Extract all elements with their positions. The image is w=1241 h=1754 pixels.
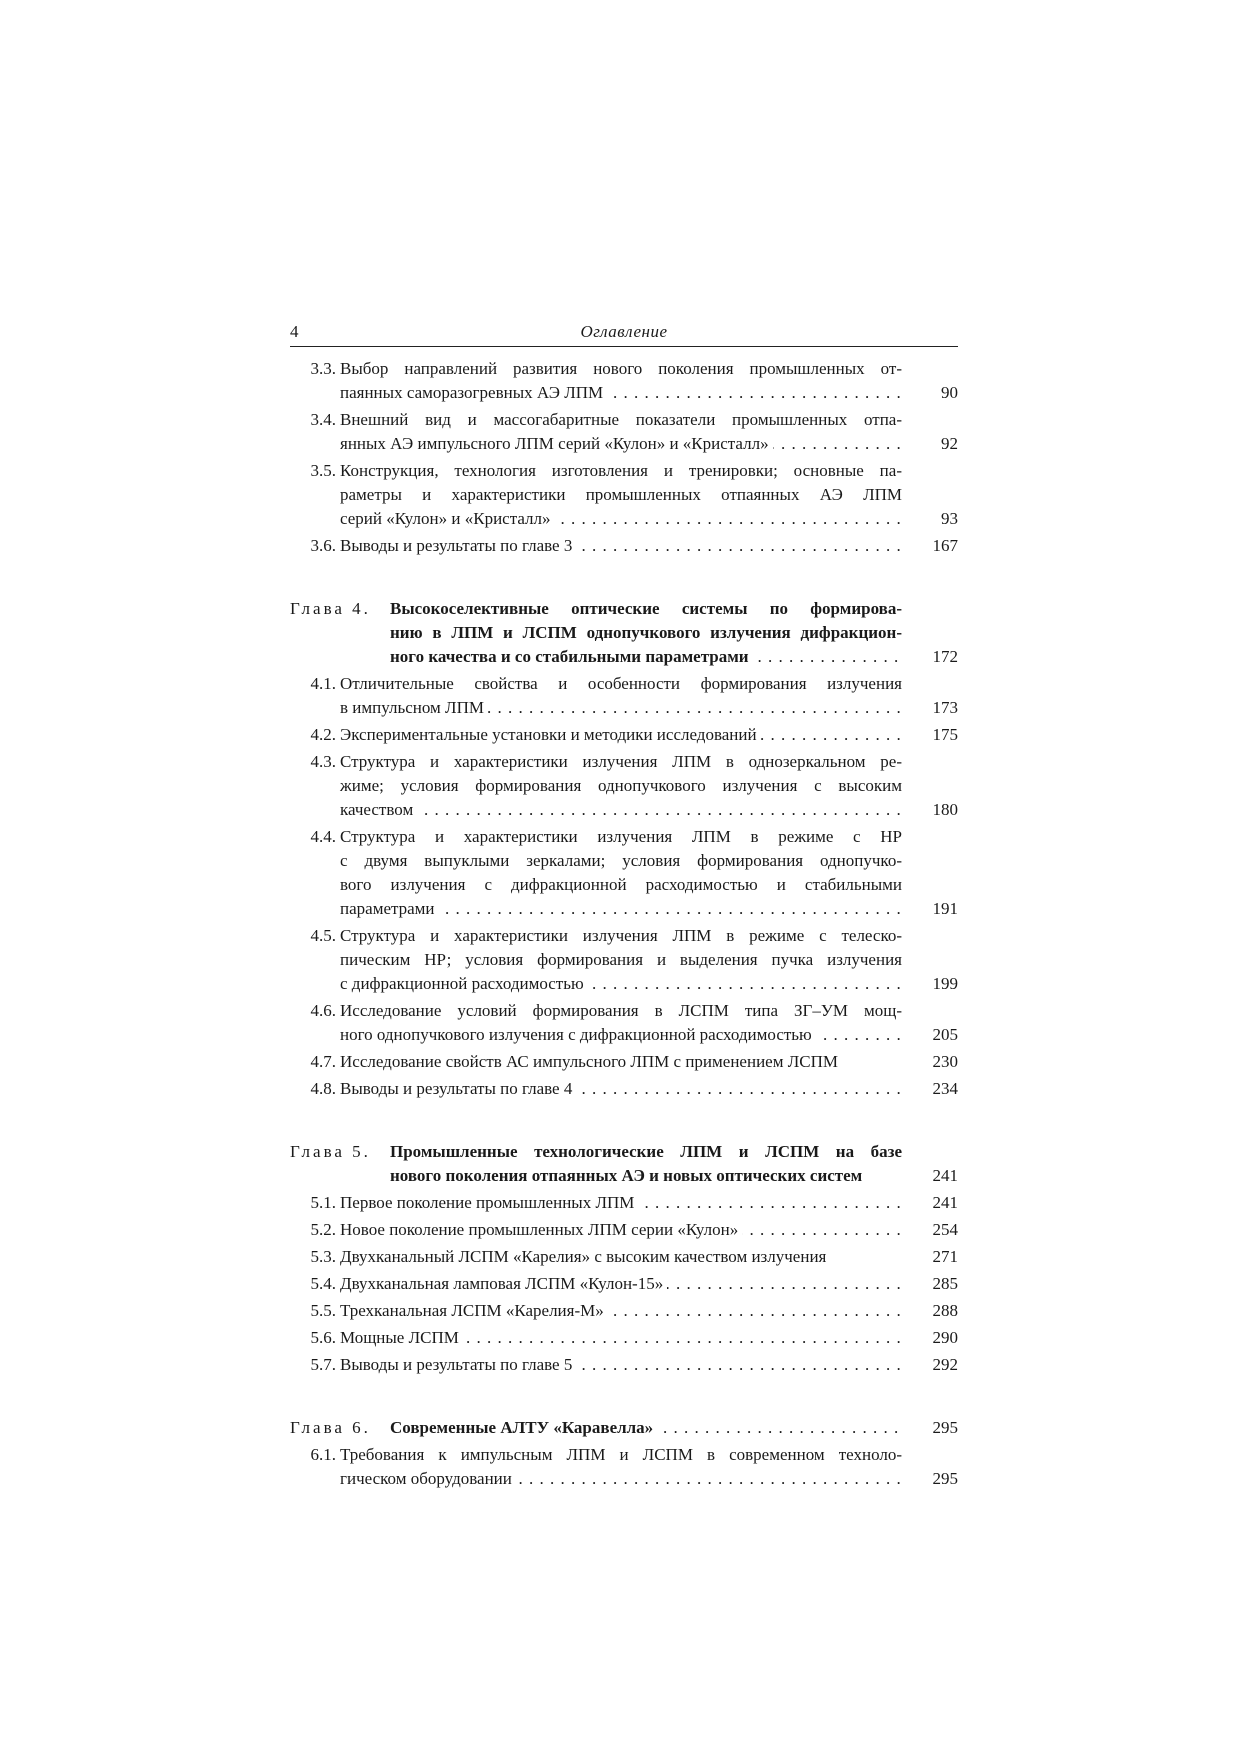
table-of-contents: [290, 357, 958, 1491]
toc-section-entry[interactable]: [290, 1272, 958, 1296]
entry-number: 5.4.: [310, 1274, 336, 1293]
entry-title: [340, 1245, 902, 1269]
entry-number: Глава 5.: [290, 1142, 371, 1161]
entry-title-line: Структура и характеристики излучения ЛПМ в режиме с НР: [340, 827, 902, 846]
toc-section-entry[interactable]: [290, 408, 958, 456]
entry-title: [340, 1326, 902, 1350]
section-gap: [290, 561, 958, 597]
entry-title-last-line: [340, 1245, 902, 1269]
entry-title-last-line: [390, 645, 902, 669]
toc-section-entry[interactable]: [290, 672, 958, 720]
entry-number: 5.5.: [310, 1301, 336, 1320]
toc-section-entry[interactable]: [290, 534, 958, 558]
entry-page-number: 295: [932, 1418, 958, 1437]
entry-title: [340, 1443, 902, 1491]
entry-page-number: 288: [932, 1301, 958, 1320]
entry-title: [340, 1191, 902, 1215]
entry-number: 3.4.: [310, 410, 336, 429]
entry-title-last-line: [390, 1416, 902, 1440]
entry-page-number: 180: [932, 800, 958, 819]
entry-title: [340, 1272, 902, 1296]
entry-title: [340, 1299, 902, 1323]
entry-title-last-line: [340, 1218, 902, 1242]
section-gap: [290, 1104, 958, 1140]
entry-page-number: 191: [932, 899, 958, 918]
entry-title-last-line: [340, 1077, 902, 1101]
entry-number: 3.3.: [310, 359, 336, 378]
entry-page-number: 167: [932, 536, 958, 555]
entry-page-number: 241: [932, 1193, 958, 1212]
entry-page-number: 93: [941, 509, 958, 528]
toc-section-entry[interactable]: [290, 1191, 958, 1215]
entry-title: [340, 1353, 902, 1377]
entry-title-last-line: [340, 1299, 902, 1323]
entry-title: [340, 999, 902, 1047]
entry-number: 6.1.: [310, 1445, 336, 1464]
toc-section-entry[interactable]: [290, 459, 958, 531]
entry-number: 4.7.: [310, 1052, 336, 1071]
entry-title-text: Современные АЛТУ «Каравелла»: [390, 1418, 657, 1437]
entry-page-number: 172: [932, 647, 958, 666]
entry-title: [340, 672, 902, 720]
toc-section-entry[interactable]: [290, 1077, 958, 1101]
toc-section-entry[interactable]: [290, 1299, 958, 1323]
entry-number: 5.2.: [310, 1220, 336, 1239]
toc-section-entry[interactable]: [290, 1245, 958, 1269]
entry-page-number: 241: [932, 1166, 958, 1185]
entry-title: [340, 459, 902, 531]
entry-title-line: Отличительные свойства и особенности формирования излучения: [340, 674, 902, 693]
entry-page-number: 285: [932, 1274, 958, 1293]
entry-number: 4.1.: [310, 674, 336, 693]
entry-number: 4.5.: [310, 926, 336, 945]
entry-number: 4.3.: [310, 752, 336, 771]
entry-title-line: раметры и характеристики промышленных отпаянных АЭ ЛПМ: [340, 485, 902, 504]
entry-page-number: 90: [941, 383, 958, 402]
entry-title-last-line: [340, 432, 902, 456]
toc-chapter-entry[interactable]: [290, 1140, 958, 1188]
entry-number: Глава 4.: [290, 599, 371, 618]
entry-title-line: пическим НР; условия формирования и выделения пучка излучения: [340, 950, 902, 969]
entry-page-number: 292: [932, 1355, 958, 1374]
running-title: Оглавление: [580, 322, 668, 341]
page: [290, 318, 958, 1494]
entry-number: 3.5.: [310, 461, 336, 480]
entry-title: [340, 1077, 902, 1101]
section-gap: [290, 1380, 958, 1416]
entry-title-text: Выводы и результаты по главе 3: [340, 536, 576, 555]
toc-section-entry[interactable]: [290, 750, 958, 822]
entry-title-line: Структура и характеристики излучения ЛПМ в режиме с телеско-: [340, 926, 902, 945]
toc-chapter-entry[interactable]: [290, 1416, 958, 1440]
entry-title-line: Структура и характеристики излучения ЛПМ в однозеркальном ре-: [340, 752, 902, 771]
entry-title-text: янных АЭ импульсного ЛПМ серий «Кулон» и «Кристалл»: [340, 434, 773, 453]
entry-title-text: Экспериментальные установки и методики исследований: [340, 725, 761, 744]
entry-title: [340, 825, 902, 921]
running-header: [290, 318, 958, 347]
entry-title-last-line: [340, 381, 902, 405]
entry-number: 5.3.: [310, 1247, 336, 1266]
entry-title-text: нового поколения отпаянных АЭ и новых оптических систем: [390, 1166, 863, 1185]
entry-page-number: 290: [932, 1328, 958, 1347]
entry-title: [390, 1140, 902, 1188]
entry-page-number: 254: [932, 1220, 958, 1239]
entry-title-last-line: [340, 1050, 902, 1074]
entry-title-last-line: [340, 897, 902, 921]
entry-title: [340, 408, 902, 456]
entry-number: Глава 6.: [290, 1418, 371, 1437]
entry-page-number: 271: [932, 1247, 958, 1266]
toc-section-entry[interactable]: [290, 999, 958, 1047]
entry-title: [340, 534, 902, 558]
entry-page-number: 234: [932, 1079, 958, 1098]
entry-page-number: 205: [932, 1025, 958, 1044]
toc-section-entry[interactable]: [290, 924, 958, 996]
entry-page-number: 199: [932, 974, 958, 993]
entry-title-text: гическом оборудовании: [340, 1469, 516, 1488]
entry-title: [340, 1050, 902, 1074]
entry-title-last-line: [340, 1326, 902, 1350]
entry-title-last-line: [340, 507, 902, 531]
entry-title-last-line: [340, 1467, 902, 1491]
entry-title-last-line: [340, 723, 902, 747]
entry-number: 4.6.: [310, 1001, 336, 1020]
entry-title: [340, 924, 902, 996]
entry-title-text: серий «Кулон» и «Кристалл»: [340, 509, 555, 528]
entry-title-last-line: [340, 1272, 902, 1296]
entry-title-last-line: [340, 1023, 902, 1047]
entry-title-line: нию в ЛПМ и ЛСПМ однопучкового излучения дифракцион-: [390, 623, 902, 642]
entry-title-last-line: [340, 534, 902, 558]
entry-title-line: Высокоселективные оптические системы по формирова-: [390, 599, 902, 618]
entry-title-line: Требования к импульсным ЛПМ и ЛСПМ в современном техноло-: [340, 1445, 902, 1464]
toc-section-entry[interactable]: [290, 1218, 958, 1242]
toc-section-entry[interactable]: [290, 1443, 958, 1491]
entry-title-text: Мощные ЛСПМ: [340, 1328, 463, 1347]
entry-number: 4.8.: [310, 1079, 336, 1098]
entry-page-number: 295: [932, 1469, 958, 1488]
entry-number: 4.2.: [310, 725, 336, 744]
entry-title-text: Трехканальная ЛСПМ «Карелия-М»: [340, 1301, 608, 1320]
toc-section-entry[interactable]: [290, 1326, 958, 1350]
toc-section-entry[interactable]: [290, 825, 958, 921]
entry-title-text: Двухканальный ЛСПМ «Карелия» с высоким качеством излучения: [340, 1247, 827, 1266]
entry-title: [390, 597, 902, 669]
toc-section-entry[interactable]: [290, 357, 958, 405]
entry-title-last-line: [340, 972, 902, 996]
entry-title: [340, 1218, 902, 1242]
entry-title-line: Внешний вид и массогабаритные показатели промышленных отпа-: [340, 410, 902, 429]
entry-title-last-line: [340, 1353, 902, 1377]
entry-title-line: Промышленные технологические ЛПМ и ЛСПМ на базе: [390, 1142, 902, 1161]
entry-number: 5.6.: [310, 1328, 336, 1347]
entry-title-line: Исследование условий формирования в ЛСПМ типа ЗГ–УМ мощ-: [340, 1001, 902, 1020]
entry-title-text: Двухканальная ламповая ЛСПМ «Кулон-15»: [340, 1274, 667, 1293]
entry-title-line: с двумя выпуклыми зеркалами; условия формирования однопучко-: [340, 851, 902, 870]
entry-page-number: 173: [932, 698, 958, 717]
entry-title-text: качеством: [340, 800, 417, 819]
entry-title-text: Первое поколение промышленных ЛПМ: [340, 1193, 638, 1212]
entry-title-line: жиме; условия формирования однопучкового излучения с высоким: [340, 776, 902, 795]
entry-title-text: Выводы и результаты по главе 5: [340, 1355, 576, 1374]
entry-title-line: Конструкция, технология изготовления и тренировки; основные па-: [340, 461, 902, 480]
entry-page-number: 230: [932, 1052, 958, 1071]
entry-title-last-line: [390, 1164, 902, 1188]
toc-section-entry[interactable]: [290, 723, 958, 747]
entry-title-text: Новое поколение промышленных ЛПМ серии «Кулон»: [340, 1220, 742, 1239]
toc-chapter-entry[interactable]: [290, 597, 958, 669]
toc-section-entry[interactable]: [290, 1050, 958, 1074]
entry-title-text: ного однопучкового излучения с дифракционной расходимостью: [340, 1025, 816, 1044]
entry-title-text: с дифракционной расходимостью: [340, 974, 588, 993]
entry-title-last-line: [340, 798, 902, 822]
entry-page-number: 175: [932, 725, 958, 744]
entry-title-text: Выводы и результаты по главе 4: [340, 1079, 576, 1098]
page-number: 4: [290, 322, 299, 341]
entry-title: [340, 750, 902, 822]
entry-number: 5.7.: [310, 1355, 336, 1374]
entry-number: 4.4.: [310, 827, 336, 846]
entry-title: [390, 1416, 902, 1440]
entry-number: 3.6.: [310, 536, 336, 555]
entry-title-text: паянных саморазогревных АЭ ЛПМ: [340, 383, 607, 402]
entry-title-text: ного качества и со стабильными параметрами: [390, 647, 753, 666]
entry-title: [340, 723, 902, 747]
entry-title-text: параметрами: [340, 899, 439, 918]
entry-number: 5.1.: [310, 1193, 336, 1212]
entry-title: [340, 357, 902, 405]
entry-page-number: 92: [941, 434, 958, 453]
entry-title-text: Исследование свойств АС импульсного ЛПМ с применением ЛСПМ: [340, 1052, 838, 1071]
entry-title-text: в импульсном ЛПМ: [340, 698, 488, 717]
entry-title-line: Выбор направлений развития нового поколения промышленных от-: [340, 359, 902, 378]
toc-section-entry[interactable]: [290, 1353, 958, 1377]
entry-title-line: вого излучения с дифракционной расходимостью и стабильными: [340, 875, 902, 894]
entry-title-last-line: [340, 1191, 902, 1215]
entry-title-last-line: [340, 696, 902, 720]
